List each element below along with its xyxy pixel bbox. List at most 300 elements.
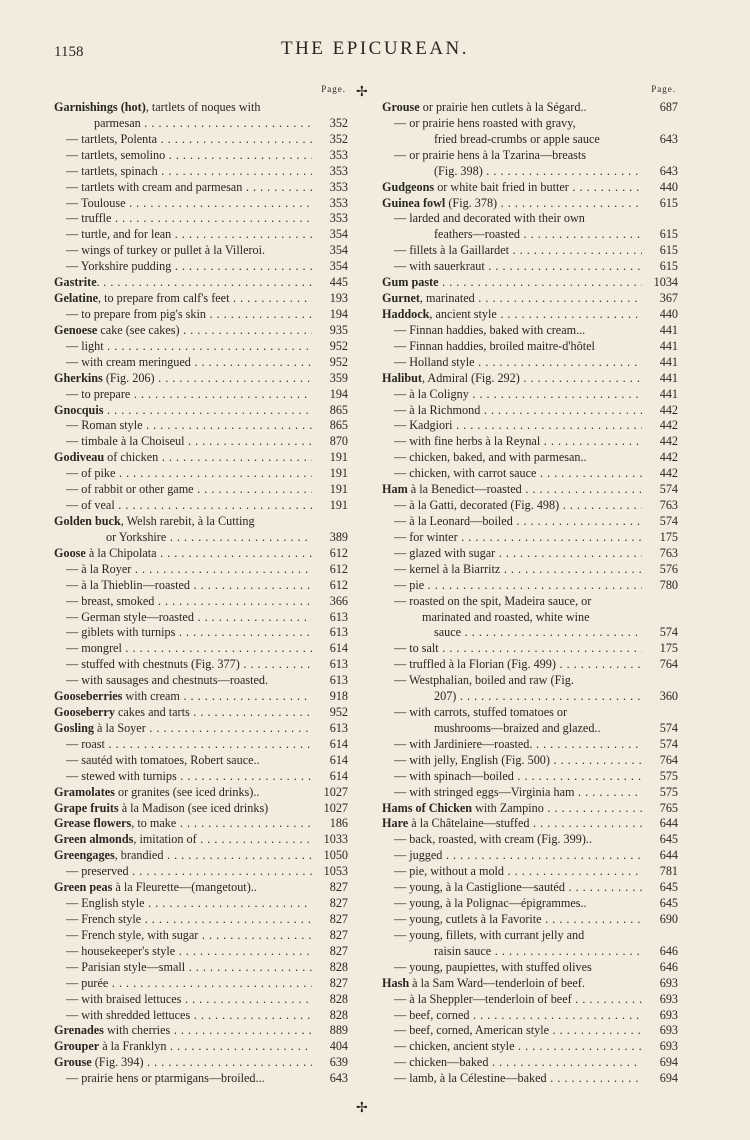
entry-text [394,562,642,578]
entry-text [66,434,312,450]
entry-label: — housekeeper's style [66,943,176,958]
entry-page-number: 1027 [323,800,348,815]
entry-text [394,753,642,769]
entry-text [394,1071,642,1087]
entry-label: — à la Leonard—boiled [394,513,513,528]
entry-text [394,514,642,530]
entry-page-number: 194 [329,306,348,321]
index-entry [54,769,348,785]
entry-label: — young, paupiettes, with stuffed olives [394,959,592,974]
entry-label: — chicken, ancient style [394,1039,515,1054]
index-entry [54,546,348,562]
entry-page-number: 639 [329,1055,348,1070]
entry-label: — Yorkshire pudding [66,259,172,274]
entry-text [66,387,312,403]
entry-label: — chicken—baked [394,1055,489,1070]
entry-heading: Genoese [54,322,98,337]
entry-heading: Garnishings (hot) [54,100,146,114]
entry-label: — French style [66,912,142,927]
entry-label: — young, à la Castiglione—sautéd [394,880,565,895]
entry-label: — of rabbit or other game [66,482,194,497]
entry-text [54,1055,312,1071]
entry-heading: Gum paste [382,275,439,290]
entry-page-number: 191 [329,482,348,497]
entry-label: — light [66,338,104,353]
entry-page-number: 354 [329,259,348,274]
entry-text [54,100,312,116]
entry-page-number: 360 [659,689,678,704]
entry-page-number: 935 [329,322,348,337]
index-entry [54,1039,348,1055]
cross-mark-icon: ✢ [356,1101,368,1116]
index-entry [54,562,348,578]
entry-page-number: 693 [659,975,678,990]
entry-label: with cherries [103,1023,171,1038]
entry-label: — preserved [66,864,129,879]
entry-label: — larded and decorated with their own [394,211,585,226]
entry-heading: Ham [382,482,408,497]
entry-text [54,689,312,705]
entry-heading: Grenades [54,1023,104,1038]
entry-page-number: 175 [659,529,678,544]
entry-text [394,896,642,912]
entry-label: — with cream meringued [66,354,191,369]
entry-page-number: 614 [329,768,348,783]
entry-page-number: 191 [329,450,348,465]
entry-text [394,769,642,785]
entry-page-number: 764 [659,657,678,672]
entry-label: — or prairie hens à la Tzarina—breasts [394,147,586,162]
entry-text [434,721,642,737]
entry-heading: Gherkins [54,370,103,385]
entry-label: or granites (see iced drinks).. [114,784,260,799]
entry-text [54,816,312,832]
entry-label: (Fig. 394) [91,1055,144,1070]
entry-text [66,243,312,259]
entry-page-number: 765 [659,800,678,815]
index-entry [54,832,348,848]
entry-page-number: 615 [659,259,678,274]
entry-page-number: 613 [329,609,348,624]
entry-heading: Gudgeons [382,179,435,194]
entry-label: — to salt [394,641,439,656]
entry-page-number: 690 [659,912,678,927]
entry-label: — tartlets, Polenta [66,131,158,146]
entry-page-number: 693 [659,991,678,1006]
entry-label: à la Chipolata [85,545,157,560]
entry-text [54,832,312,848]
entry-text [394,785,642,801]
index-entry [382,164,678,180]
entry-page-number: 781 [659,864,678,879]
entry-page-number: 1034 [653,275,678,290]
entry-label: — chicken, baked, and with parmesan.. [394,450,587,465]
entry-heading: Greengages [54,848,115,863]
entry-text [434,132,642,148]
entry-text [54,546,312,562]
entry-label: — French style, with sugar [66,927,199,942]
entry-label: — Roman style [66,418,143,433]
index-entry [54,530,348,546]
index-entry [54,1023,348,1039]
entry-page-number: 694 [659,1071,678,1086]
entry-text [66,673,312,689]
entry-label: à la Soyer [93,720,146,735]
entry-label: à la Madison (see iced drinks) [118,800,269,815]
index-entry [382,1039,678,1055]
entry-label: , imitation of [133,832,197,847]
index-entry [54,641,348,657]
entry-label: — young, à la Polignac—épigrammes.. [394,896,587,911]
entry-text [66,466,312,482]
entry-page-number: 576 [659,561,678,576]
entry-text [66,339,312,355]
entry-label: — young, cutlets à la Favorite [394,912,542,927]
entry-page-number: 1033 [323,832,348,847]
entry-page-number: 643 [659,163,678,178]
entry-text [382,100,642,116]
index-entry [382,737,678,753]
entry-label: — kernel à la Biarritz [394,561,501,576]
entry-page-number: 865 [329,418,348,433]
entry-heading: Hare [382,816,409,831]
index-entry [382,657,678,673]
entry-text [394,705,642,721]
entry-text [394,450,642,466]
entry-text [394,323,642,339]
entry-page-number: 645 [659,896,678,911]
entry-page-number: 646 [659,943,678,958]
entry-page-number: 827 [329,975,348,990]
entry-text [394,880,642,896]
index-entry [382,896,678,912]
index-entry [382,450,678,466]
index-entry [382,689,678,705]
index-entry [54,721,348,737]
index-entry [54,132,348,148]
entry-text [66,1008,312,1024]
index-entry [382,196,678,212]
entry-text [94,116,312,132]
entry-page-number: 613 [329,625,348,640]
entry-text [434,689,642,705]
entry-label: — roast [66,736,105,751]
entry-text [66,976,312,992]
index-entry [382,976,678,992]
entry-text [66,355,312,371]
entry-label: or Yorkshire [106,529,167,544]
entry-label: — turtle, and for lean [66,227,172,242]
index-column-right [382,84,678,1087]
entry-page-number: 441 [659,386,678,401]
entry-label: , brandied [114,848,164,863]
entry-text [66,578,312,594]
index-entry [382,880,678,896]
entry-page-number: 865 [329,402,348,417]
index-entry [54,227,348,243]
entry-text [66,944,312,960]
entry-text [394,546,642,562]
entry-page-number: 952 [329,338,348,353]
entry-text [66,148,312,164]
entry-label: — with sauerkraut [394,259,485,274]
entry-page-number: 354 [329,227,348,242]
index-entry [54,339,348,355]
index-entry [382,291,678,307]
entry-label: — fillets à la Gaillardet [394,243,510,258]
entry-text [66,610,312,626]
entry-label: , Admiral (Fig. 292) [421,370,520,385]
entry-page-number: 615 [659,243,678,258]
index-entry [382,546,678,562]
entry-label: cakes and tarts [114,705,190,720]
index-entry [382,1055,678,1071]
entry-label: cake (see cakes) [97,322,180,337]
index-entry [54,164,348,180]
entry-label: — of veal [66,498,115,513]
entry-label: — pie [394,577,425,592]
entry-text [394,259,642,275]
entry-page-number: 574 [659,736,678,751]
entry-page-number: 763 [659,545,678,560]
index-entry [382,116,678,132]
entry-label: — mongrel [66,641,122,656]
entry-label: or prairie hen cutlets à la Ségard.. [419,100,587,114]
entry-label: à la Châtelaine—stuffed [408,816,530,831]
index-entry [54,1055,348,1071]
entry-page-number: 353 [329,147,348,162]
entry-label: — glazed with sugar [394,545,496,560]
entry-label: — tartlets, semolino [66,147,166,162]
entry-page-number: 191 [329,466,348,481]
index-entry [54,371,348,387]
entry-page-number: 646 [659,959,678,974]
entry-label: with Zampino [472,800,544,815]
entry-text [394,928,642,944]
entry-page-number: 442 [659,418,678,433]
entry-text [66,498,312,514]
entry-page-number: 952 [329,705,348,720]
entry-text [66,737,312,753]
index-entry [382,418,678,434]
entry-page-number: 1027 [323,784,348,799]
entry-page-number: 827 [329,880,348,895]
entry-page-number: 442 [659,466,678,481]
index-entry [54,259,348,275]
entry-label: feathers—roasted [434,227,520,242]
entry-text [66,753,312,769]
entry-label: — with braised lettuces [66,991,182,1006]
entry-label: , ancient style [429,306,497,321]
entry-heading: Guinea fowl [382,195,446,210]
entry-heading: Gnocquis [54,402,104,417]
entry-page-number: 613 [329,673,348,688]
entry-label: — à la Royer [66,561,132,576]
entry-text [54,801,312,817]
index-entry [54,180,348,196]
index-entry [382,1023,678,1039]
index-entry [54,450,348,466]
entry-text [66,769,312,785]
entry-label: with cream [122,689,180,704]
entry-page-number: 352 [329,131,348,146]
entry-page-number: 918 [329,689,348,704]
index-entry [382,641,678,657]
entry-page-number: 828 [329,991,348,1006]
entry-label: — English style [66,896,145,911]
entry-heading: Gastrite [54,275,97,290]
index-entry [382,673,678,689]
entry-heading: Green peas [54,880,113,895]
index-entry [54,291,348,307]
index-entry [54,657,348,673]
index-entry [382,482,678,498]
index-entry [54,196,348,212]
index-entry [54,243,348,259]
entry-text [66,418,312,434]
entry-text [394,848,642,864]
index-entry [382,403,678,419]
entry-page-number: 442 [659,450,678,465]
index-entry [382,705,678,721]
entry-text [394,1055,642,1071]
index-entry [54,753,348,769]
entry-page-number: 441 [659,322,678,337]
index-entry [382,1008,678,1024]
entry-label: raisin sauce [434,943,492,958]
entry-page-number: 359 [329,370,348,385]
entry-page-number: 440 [659,306,678,321]
entry-text [382,371,642,387]
entry-heading: Gelatine [54,291,99,306]
entry-page-number: 353 [329,195,348,210]
entry-text [66,641,312,657]
index-entry [382,355,678,371]
entry-page-number: 644 [659,816,678,831]
entry-text [66,864,312,880]
entry-text [382,196,642,212]
entry-page-number: 574 [659,625,678,640]
entry-page-number: 614 [329,752,348,767]
entry-heading: Grease flowers [54,816,132,831]
index-entry [54,594,348,610]
entry-page-number: 441 [659,370,678,385]
entry-heading: Grouse [382,100,420,114]
index-entry [54,816,348,832]
index-entry [54,801,348,817]
entry-page-number: 612 [329,577,348,592]
entry-page-number: 644 [659,848,678,863]
entry-text [434,164,642,180]
entry-label: — Kadgiori [394,418,453,433]
entry-label: — stuffed with chestnuts (Fig. 377) [66,657,240,672]
entry-page-number: 693 [659,1023,678,1038]
entry-page-number: 764 [659,752,678,767]
index-entry [382,721,678,737]
entry-label: — pie, without a mold [394,864,505,879]
index-entry [382,625,678,641]
entry-page-number: 389 [329,529,348,544]
entry-label: marinated and roasted, white wine [422,609,590,624]
entry-text [66,992,312,1008]
index-entry [54,992,348,1008]
index-entry [54,928,348,944]
entry-label: — chicken, with carrot sauce [394,466,537,481]
entry-text [394,832,642,848]
index-entry [382,180,678,196]
entry-label: à la Franklyn [99,1039,167,1054]
entry-text [394,864,642,880]
index-entry [382,960,678,976]
entry-label: — with fine herbs à la Reynal [394,434,541,449]
entry-label: — with sausages and chestnuts—roasted. [66,673,269,688]
index-entry [382,259,678,275]
entry-page-number: 1053 [323,864,348,879]
index-entry [54,211,348,227]
entry-text [382,275,642,291]
entry-label: (Fig. 378) [445,195,498,210]
entry-text [394,912,642,928]
entry-label: — truffle [66,211,112,226]
index-entry [54,848,348,864]
index-entry [54,275,348,291]
index-entry [54,944,348,960]
index-entry [382,832,678,848]
entry-text [394,434,642,450]
entry-text [54,371,312,387]
entry-page-number: 613 [329,657,348,672]
entry-page-number: 574 [659,720,678,735]
entry-label: of chicken [104,450,159,465]
index-entry [382,562,678,578]
index-entry [382,498,678,514]
entry-text [394,116,642,132]
entry-heading: Hash [382,975,410,990]
entry-page-number: 643 [659,131,678,146]
entry-text [382,291,642,307]
entry-page-number: 615 [659,227,678,242]
index-entry [382,992,678,1008]
entry-label: — of pike [66,466,116,481]
entry-label: — à la Thieblin—roasted [66,577,190,592]
entry-page-number: 574 [659,482,678,497]
index-entry [54,880,348,896]
entry-text [66,180,312,196]
entry-page-number: 442 [659,402,678,417]
index-entry [382,514,678,530]
index-entry [54,689,348,705]
entry-text [394,1008,642,1024]
entry-text [382,180,642,196]
entry-page-number: 353 [329,163,348,178]
entry-label: or white bait fried in butter [434,179,569,194]
entry-label: — à la Sheppler—tenderloin of beef [394,991,572,1006]
entry-heading: Halibut [382,370,422,385]
entry-label: — young, fillets, with currant jelly and [394,927,585,942]
entry-label: — tartlets with cream and parmesan [66,179,243,194]
entry-label: — truffled à la Florian (Fig. 499) [394,657,556,672]
entry-text [382,976,642,992]
index-entry [382,275,678,291]
entry-text [394,673,642,689]
entry-page-number: 612 [329,545,348,560]
entry-label: 207) [434,689,457,704]
entry-page-number: 175 [659,641,678,656]
index-entry [382,944,678,960]
entry-label: — sautéd with tomatoes, Robert sauce.. [66,752,260,767]
entry-text [66,307,312,323]
entry-page-number: 193 [329,291,348,306]
